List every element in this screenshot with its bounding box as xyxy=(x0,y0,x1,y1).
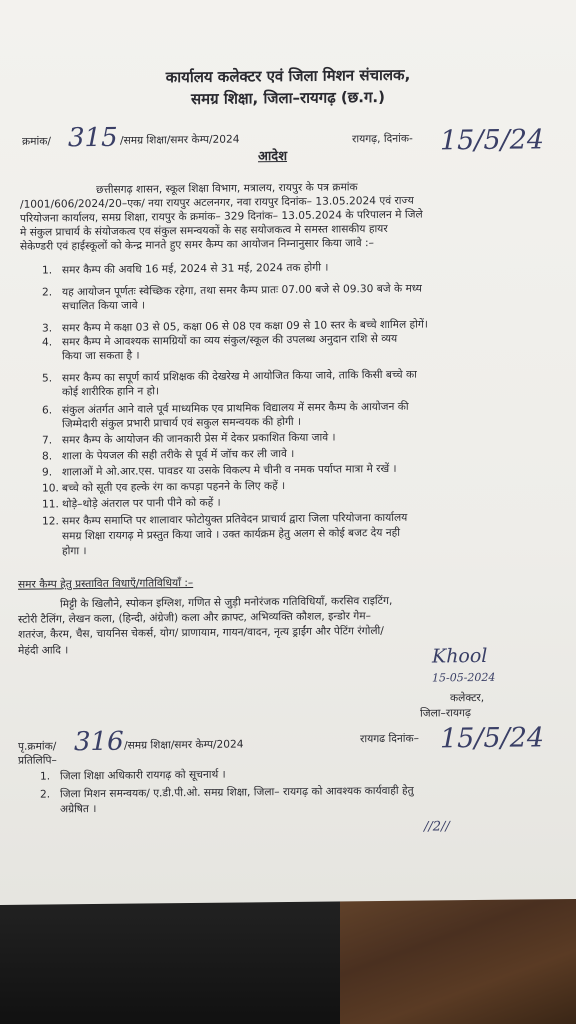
point-number: 1. xyxy=(42,264,53,277)
signatory-title: कलेक्टर, xyxy=(450,691,485,705)
copy-label: प्रतिलिपि– xyxy=(18,754,57,767)
point-text: समग्र शिक्षा रायगढ़ मे प्रस्तुत किया जावे । उक्त कार्यक्रम हेतु अलग से कोई बजट देय नही xyxy=(62,526,401,543)
signatory-place: जिला–रायगढ़ xyxy=(420,707,471,720)
signature-date: 15-05-2024 xyxy=(432,670,496,685)
endorsement-date-label: रायगढ दिनांक– xyxy=(360,732,419,746)
point-text: संकुल अंतर्गत आने वाले पूर्व माध्यमिक एव प्राथमिक विद्यालय में समर कैम्प के आयोजन की xyxy=(62,400,409,417)
point-number: 11. xyxy=(42,498,59,511)
point-text: शालाओं मे ओ.आर.एस. पावडर या उसके विकल्प मे चीनी व नमक पर्याप्त मात्रा मे रखें । xyxy=(62,462,397,479)
initials-handwritten: //2// xyxy=(424,819,450,835)
copy-number: 1. xyxy=(40,770,51,783)
intro-line: परियोजना कार्यालय, समग्र शिक्षा, रायपुर के क्रमांक– 329 दिनांक– 13.05.2024 के परिपालन मे जिले xyxy=(20,208,423,225)
activities-line: स्टोरी टैलिंग, लेखन कला, (हिन्दी, अंग्रेजी) कला और क्राफ्ट, अभिव्यक्ति कौशल, इन्डोर गेम– xyxy=(18,610,371,626)
reference-suffix: /समग्र शिक्षा/समर केम्प/2024 xyxy=(120,133,240,147)
point-number: 10. xyxy=(42,482,59,495)
endorsement-suffix: /समग्र शिक्षा/समर केम्प/2024 xyxy=(124,738,244,752)
order-date-handwritten: 15/5/24 xyxy=(440,124,545,157)
place-date-label: रायगढ़, दिनांक- xyxy=(352,132,413,146)
point-text: समर कैम्प का सपूर्ण कार्य प्रशिक्षक की देखरेख मे आयोजित किया जावे, ताकि किसी बच्चे का xyxy=(62,368,417,385)
point-number: 6. xyxy=(42,404,53,417)
point-number: 3. xyxy=(42,322,53,335)
point-text: सचालित किया जावे । xyxy=(62,299,145,313)
intro-line: सेकेण्डरी एवं हाईस्कूलों को केन्द्र मानते हुए समर कैम्प का आयोजन निम्नानुसार किया जावे :– xyxy=(20,237,374,253)
point-text: जिम्मेदारी संकुल प्रभारी प्राचार्य एवं सकुल समन्वयक की होगी । xyxy=(62,415,302,431)
activities-line: मिट्टी के खिलौने, स्पोकन इग्लिश, गणित से जुड़ी मनोरंजक गतिविधियॉं, करसिव राइटिंग, xyxy=(60,594,393,611)
office-header-line2: समग्र शिक्षा, जिला–रायगढ़ (छ.ग.) xyxy=(191,87,385,108)
point-text: समर कैम्प मे कक्षा 03 से 05, कक्षा 06 से 08 एव कक्षा 09 से 10 स्तर के बच्चे शामिल होगें। xyxy=(62,318,428,335)
point-text: यह आयोजन पूर्णतः स्वेच्छिक रहेगा, तथा समर कैम्प प्रातः 07.00 बजे से 09.30 बजे के मध्य xyxy=(62,282,422,299)
activities-line: शतरंज, कैरम, चैस, चायनिस चेकर्स, योग/ प्राणायाम, गायन/वादन, नृत्य ड्राईंग और पेटिंग रंगोली/ xyxy=(18,624,384,641)
activities-line: मेहंदी आदि । xyxy=(18,644,69,657)
copy-number: 2. xyxy=(40,788,51,801)
point-text: होगा । xyxy=(62,545,87,558)
reference-prefix: क्रमांक/ xyxy=(22,135,51,148)
point-number: 12. xyxy=(42,515,59,528)
office-header-line1: कार्यालय कलेक्टर एवं जिला मिशन संचालक, xyxy=(165,65,411,87)
endorsement-date-handwritten: 15/5/24 xyxy=(440,722,545,755)
wooden-table-background xyxy=(300,880,576,1024)
copy-recipient: अग्रेषित । xyxy=(60,802,97,816)
table-shadow xyxy=(0,900,340,1024)
point-number: 9. xyxy=(42,466,53,479)
endorsement-prefix: पृ.क्रमांक/ xyxy=(18,740,57,753)
point-number: 5. xyxy=(42,372,53,385)
order-title: आदेश xyxy=(258,148,288,165)
signature-handwritten: Khool xyxy=(432,644,488,668)
point-text: समर कैम्प के आयोजन की जानकारी प्रेस में देकर प्रकाशित किया जावे । xyxy=(62,431,336,447)
intro-line: छत्तीसगढ़ शासन, स्कूल शिक्षा विभाग, मत्रालय, रायपुर के पत्र क्रमांक xyxy=(96,181,358,196)
copy-recipient: जिला शिक्षा अधिकारी रायगढ़ को सूचनार्थ । xyxy=(60,768,226,783)
point-text: समर कैम्प समाप्ति पर शालावार फोटोयुक्त प्रतिवेदन प्राचार्य द्वारा जिला परियोजना कार्यालय xyxy=(62,511,408,528)
point-text: कोई शारीरिक हानि न हो। xyxy=(62,385,160,399)
point-text: शाला के पेयजल की सही तरीके से पूर्व में जॉच कर ली जावे । xyxy=(62,447,295,463)
point-text: थोड़े–थोड़े अंतराल पर पानी पीने को कहें । xyxy=(62,496,221,511)
point-text: बच्चे को सूती एव हल्के रंग का कपड़ा पहनने के लिए कहें । xyxy=(62,480,286,495)
point-text: किया जा सकता है । xyxy=(62,349,140,363)
point-number: 7. xyxy=(42,434,53,447)
reference-number-handwritten: 315 xyxy=(68,122,118,154)
activities-heading: समर कैम्प हेतु प्रस्तावित विधाएँ/गतिविधियॉं :– xyxy=(18,576,194,591)
point-text: समर कैम्प मे आवश्यक सामग्रियों का व्यय संकुल/स्कूल की उपलब्ध अनुदान राशि से व्यय xyxy=(62,332,398,349)
endorsement-number-handwritten: 316 xyxy=(74,726,124,758)
point-number: 8. xyxy=(42,450,53,463)
intro-line: मे संकुल प्राचार्य के संयोजकत्व एव संकुल समन्वयकों के सह सयोजकत्व मे समस्त शासकीय हायर xyxy=(20,222,388,239)
intro-line: /1001/606/2024/20–एक/ नया रायपुर अटलनगर, नवा रायपुर दिनांक– 13.05.2024 एवं राज्य xyxy=(20,194,414,211)
point-text: समर कैम्प की अवधि 16 मई, 2024 से 31 मई, 2024 तक होगी । xyxy=(62,261,329,277)
point-number: 2. xyxy=(42,286,53,299)
copy-recipient: जिला मिशन समन्वयक/ ए.डी.पी.ओ. समग्र शिक्षा, जिला– रायगढ़ को आवश्यक कार्यवाही हेतु xyxy=(60,784,414,801)
point-number: 4. xyxy=(42,336,53,349)
